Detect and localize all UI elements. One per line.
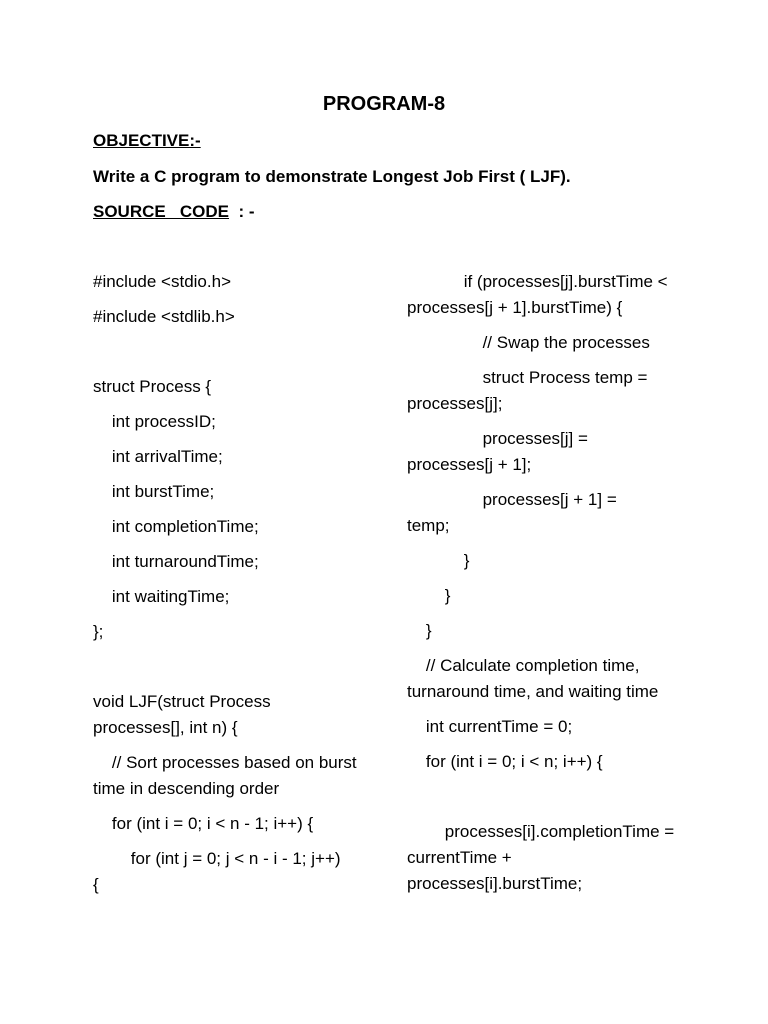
code-line: int processID;: [93, 412, 216, 431]
objective-label: OBJECTIVE:-: [93, 131, 201, 150]
code-line: }: [407, 586, 451, 605]
code-line: // Calculate completion time, turnaround time, and waiting time: [407, 656, 659, 701]
code-line: int currentTime = 0;: [407, 717, 573, 736]
code-line: void LJF(struct Process processes[], int n) {: [93, 692, 276, 737]
code-line: };: [93, 622, 104, 641]
code-line: struct Process {: [93, 377, 212, 396]
code-line: processes[j] = processes[j + 1];: [407, 429, 593, 474]
code-line: #include <stdio.h>: [93, 272, 231, 291]
objective-text: Write a C program to demonstrate Longest Job First ( LJF).: [93, 167, 571, 186]
code-line: processes[i].completionTime = currentTime + processes[i].burstTime;: [407, 822, 679, 893]
code-line: int turnaroundTime;: [93, 552, 259, 571]
source-code-label: [93, 202, 255, 222]
code-line: // Sort processes based on burst time in descending order: [93, 753, 362, 798]
code-line: int arrivalTime;: [93, 447, 223, 466]
code-line: int waitingTime;: [93, 587, 230, 606]
code-column-right: [407, 269, 697, 897]
code-column-left: [93, 269, 383, 898]
code-line: #include <stdlib.h>: [93, 307, 235, 326]
code-line: if (processes[j].burstTime < processes[j + 1].burstTime) {: [407, 272, 673, 317]
source-code-label-text: SOURCE CODE: [93, 202, 230, 221]
code-line: struct Process temp = processes[j];: [407, 368, 653, 413]
code-line: processes[j + 1] = temp;: [407, 490, 622, 535]
code-line: for (int i = 0; i < n - 1; i++) {: [93, 814, 314, 833]
code-line: // Swap the processes: [407, 333, 650, 352]
code-line: int burstTime;: [93, 482, 215, 501]
code-line: }: [407, 551, 470, 570]
code-line: int completionTime;: [93, 517, 259, 536]
page-title: PROGRAM-8: [322, 93, 446, 115]
source-code-label-suffix: : -: [229, 202, 255, 221]
code-line: for (int j = 0; j < n - i - 1; j++) {: [93, 849, 346, 894]
code-line: for (int i = 0; i < n; i++) {: [407, 752, 603, 771]
code-line: }: [407, 621, 432, 640]
